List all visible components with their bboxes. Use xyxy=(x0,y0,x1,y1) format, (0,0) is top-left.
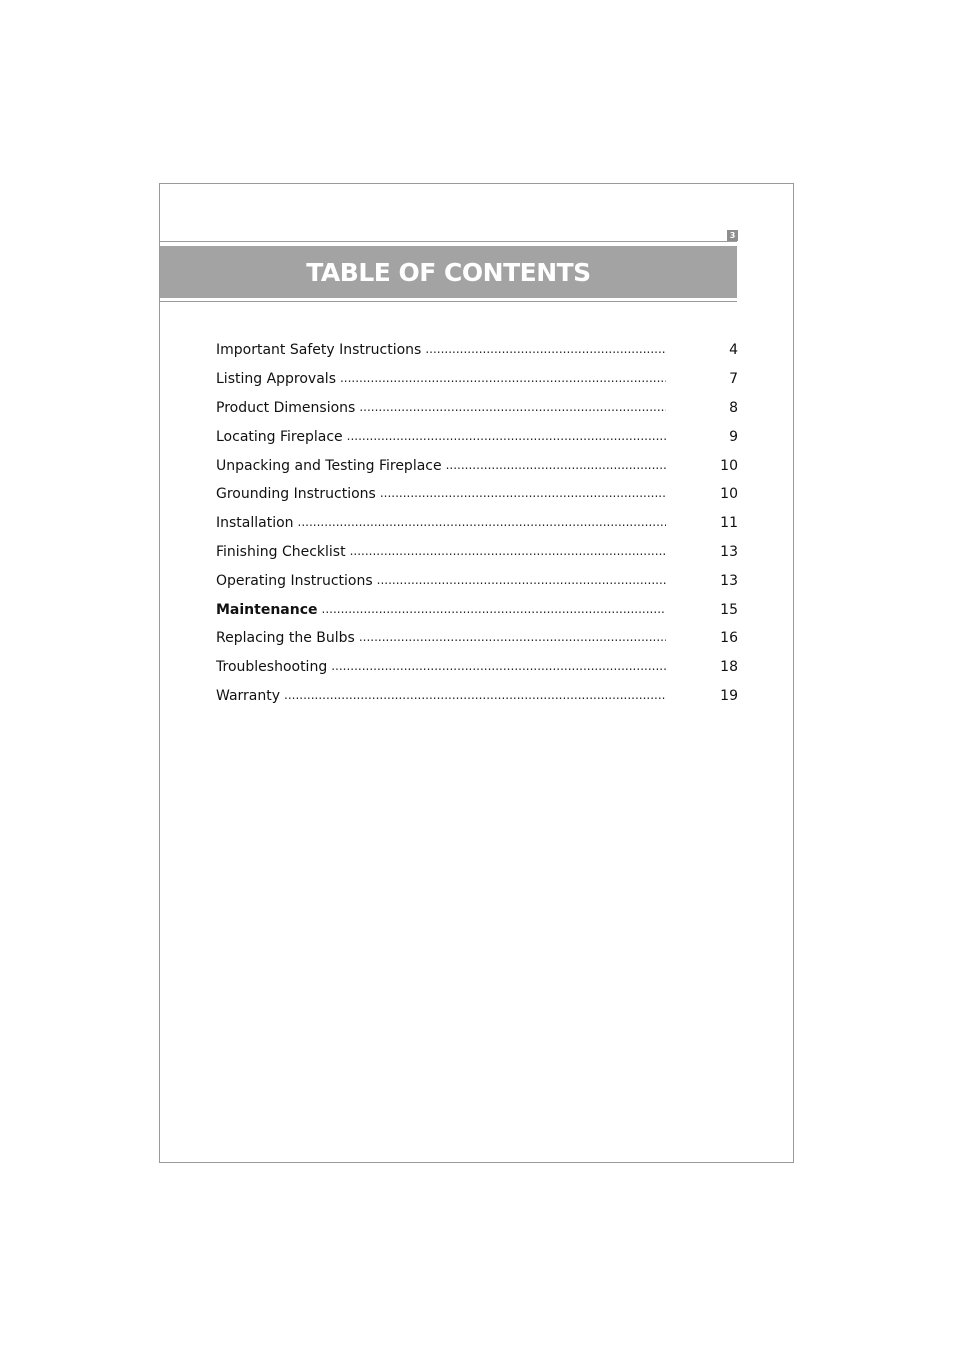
toc-entry-title: Replacing the Bulbs xyxy=(216,630,355,647)
toc-leader-dots xyxy=(376,486,666,502)
toc-entry-page: 13 xyxy=(720,572,738,589)
toc-leader-dots xyxy=(421,342,666,358)
toc-entry-page: 18 xyxy=(720,659,738,676)
toc-entry[interactable] xyxy=(216,595,738,624)
toc-entry-page: 13 xyxy=(720,543,738,560)
toc-entry[interactable] xyxy=(216,394,738,423)
toc-entry[interactable] xyxy=(216,336,738,365)
toc-leader-dots xyxy=(343,429,666,445)
toc-entry-title: Operating Instructions xyxy=(216,572,373,589)
toc-leader-dots xyxy=(280,688,666,704)
table-of-contents xyxy=(216,336,738,710)
toc-leader-dots xyxy=(442,458,666,474)
toc-leader-dots xyxy=(355,400,666,416)
toc-leader-dots xyxy=(327,659,666,675)
toc-entry[interactable] xyxy=(216,566,738,595)
title-banner xyxy=(160,246,737,298)
toc-leader-dots xyxy=(336,371,666,387)
page-title: TABLE OF CONTENTS xyxy=(306,257,591,287)
toc-entry[interactable] xyxy=(216,538,738,567)
toc-entry-page: 10 xyxy=(720,486,738,503)
toc-entry-page: 9 xyxy=(729,428,738,445)
toc-entry-title: Grounding Instructions xyxy=(216,486,376,503)
toc-entry-title: Listing Approvals xyxy=(216,371,336,388)
toc-entry-page: 15 xyxy=(720,601,738,618)
toc-leader-dots xyxy=(373,573,666,589)
toc-leader-dots xyxy=(294,515,666,531)
toc-entry-page: 7 xyxy=(729,371,738,388)
toc-entry[interactable] xyxy=(216,682,738,711)
toc-entry-page: 19 xyxy=(720,687,738,704)
toc-entry[interactable] xyxy=(216,451,738,480)
toc-entry-page: 8 xyxy=(729,399,738,416)
toc-entry-page: 11 xyxy=(720,515,738,532)
page-number-badge: 3 xyxy=(727,230,738,241)
toc-entry-page: 10 xyxy=(720,457,738,474)
toc-entry[interactable] xyxy=(216,624,738,653)
toc-entry-title: Warranty xyxy=(216,687,281,704)
toc-entry[interactable] xyxy=(216,653,738,682)
toc-entry-page: 16 xyxy=(720,630,738,647)
toc-entry-title: Maintenance xyxy=(216,601,318,618)
toc-entry-title: Important Safety Instructions xyxy=(216,342,422,359)
toc-leader-dots xyxy=(355,630,666,646)
toc-entry-title: Installation xyxy=(216,515,294,532)
toc-entry-title: Unpacking and Testing Fireplace xyxy=(216,457,442,474)
toc-entry[interactable] xyxy=(216,422,738,451)
toc-entry[interactable] xyxy=(216,480,738,509)
toc-leader-dots xyxy=(318,602,666,618)
header-rule-bottom xyxy=(160,301,737,302)
toc-leader-dots xyxy=(346,544,666,560)
toc-entry-title: Troubleshooting xyxy=(216,659,328,676)
toc-entry-page: 4 xyxy=(729,342,738,359)
header-rule-top xyxy=(160,241,737,242)
toc-entry[interactable] xyxy=(216,509,738,538)
toc-entry[interactable] xyxy=(216,365,738,394)
toc-entry-title: Product Dimensions xyxy=(216,399,356,416)
toc-entry-title: Finishing Checklist xyxy=(216,543,346,560)
toc-entry-title: Locating Fireplace xyxy=(216,428,343,445)
